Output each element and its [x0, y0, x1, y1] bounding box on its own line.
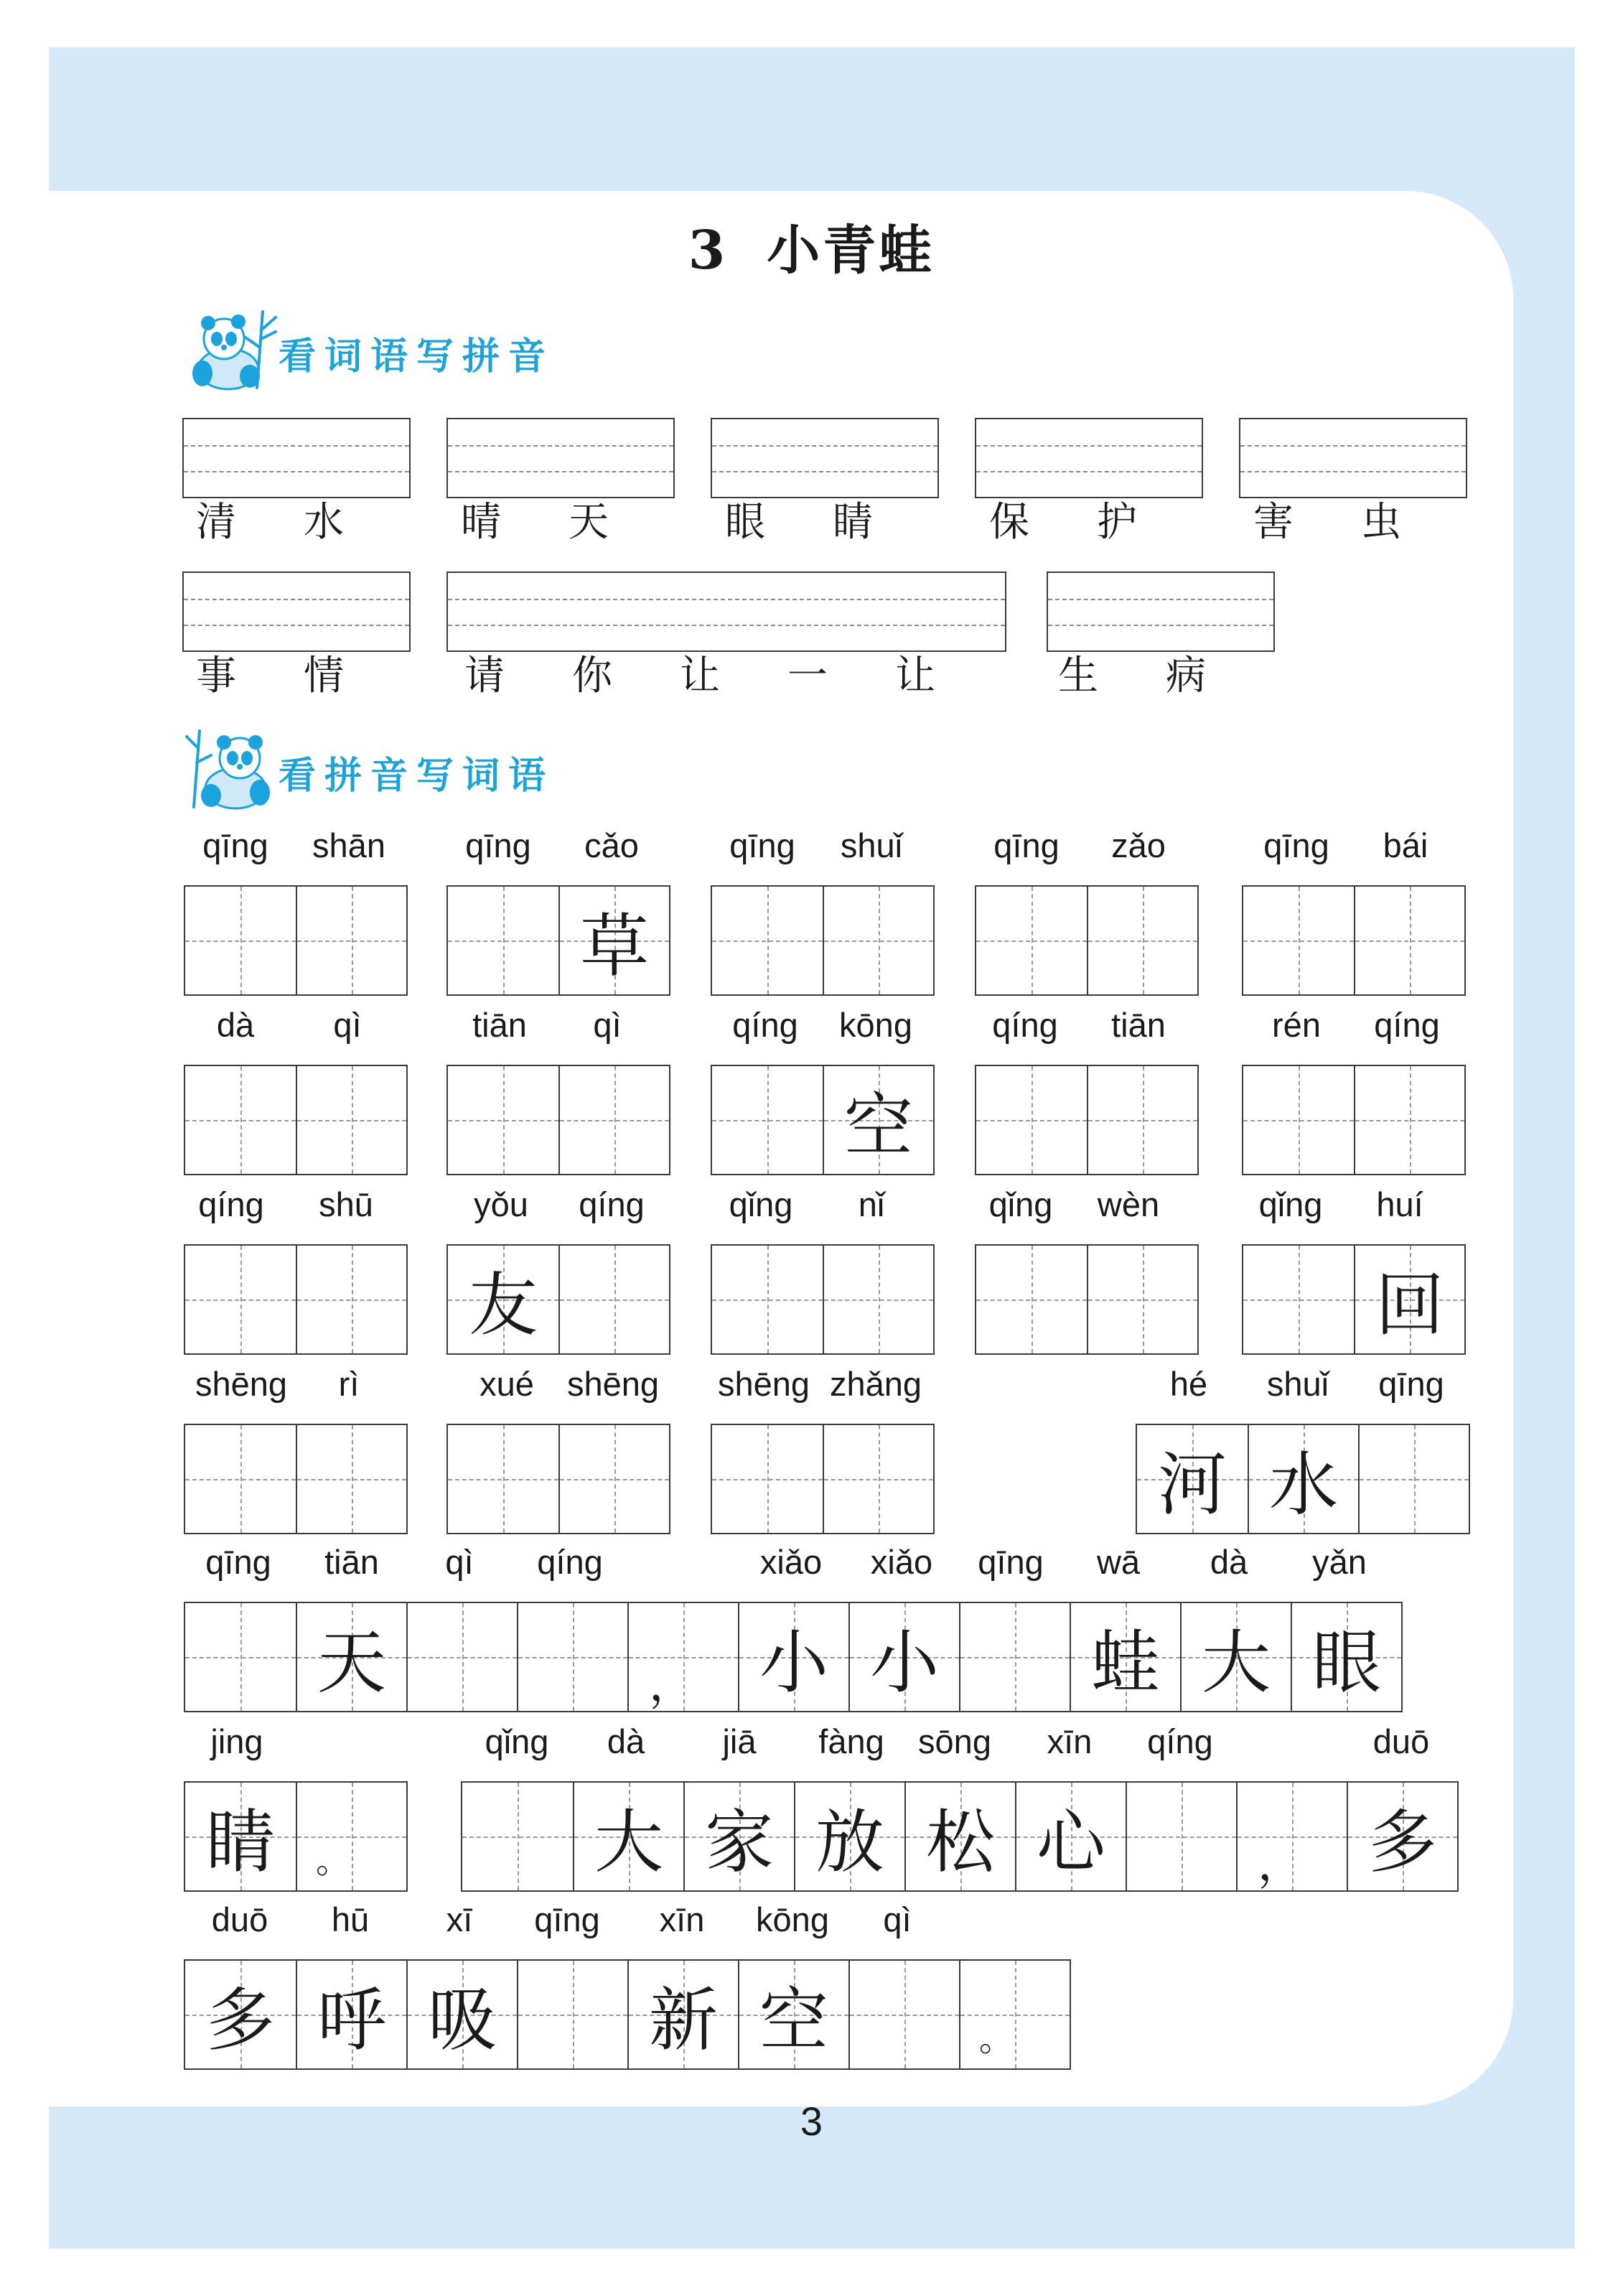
writing-grid — [446, 885, 670, 996]
blank-writing-cell[interactable] — [848, 1961, 959, 2068]
word-label — [0, 648, 1623, 705]
writing-grid — [711, 885, 935, 996]
section-heading-label: 看词语写拼音 — [279, 335, 555, 378]
writing-grid — [184, 1959, 1071, 2070]
pinyin-label: qǐng — [485, 1722, 549, 1760]
blank-writing-cell[interactable] — [1354, 887, 1464, 994]
writing-grid — [711, 1424, 935, 1534]
panda-icon — [185, 727, 279, 813]
word-character: 保 — [989, 499, 1029, 546]
blank-writing-cell[interactable] — [1087, 1246, 1197, 1353]
given-character-cell[interactable] — [794, 1783, 904, 1890]
given-character: 水 — [1269, 1444, 1338, 1525]
pinyin-label: dà — [607, 1722, 645, 1760]
pinyin-label: tiān — [324, 1543, 379, 1581]
blank-writing-cell[interactable] — [296, 1066, 406, 1174]
given-character-cell[interactable] — [1015, 1783, 1126, 1890]
pinyin-answer-box[interactable] — [446, 418, 675, 498]
pinyin-label: shuǐ — [1266, 1365, 1329, 1403]
pinyin-answer-box[interactable] — [1239, 418, 1467, 498]
given-character: 空 — [844, 1085, 913, 1166]
blank-writing-cell[interactable] — [976, 1246, 1087, 1353]
pinyin-label: zǎo — [1111, 826, 1166, 864]
writing-grid — [1242, 885, 1466, 996]
blank-writing-cell[interactable] — [712, 1246, 823, 1353]
given-character-cell[interactable] — [573, 1783, 683, 1890]
pinyin-label: qīng — [978, 1543, 1044, 1581]
given-character-cell[interactable] — [558, 887, 669, 994]
pinyin-label: xīn — [659, 1900, 705, 1938]
punctuation-mark: 。 — [316, 1841, 351, 1881]
pinyin-label: qīng — [729, 826, 795, 864]
given-character: 多 — [1368, 1801, 1437, 1882]
punctuation-cell[interactable] — [296, 1783, 406, 1890]
pinyin-label: dà — [216, 1006, 255, 1044]
given-character-cell[interactable] — [406, 1961, 517, 2068]
given-character-cell[interactable] — [296, 1961, 406, 2068]
blank-writing-cell[interactable] — [712, 887, 823, 994]
blank-writing-cell[interactable] — [296, 1246, 406, 1353]
blank-writing-cell[interactable] — [517, 1603, 627, 1711]
pinyin-label: qíng — [732, 1006, 798, 1044]
given-character: 天 — [317, 1622, 386, 1703]
section-heading-label: 看拼音写词语 — [279, 755, 555, 798]
punctuation-mark: ， — [1258, 1838, 1304, 1891]
given-character: 草 — [580, 905, 649, 986]
writing-grid — [184, 1602, 1403, 1712]
punctuation-cell[interactable] — [627, 1603, 738, 1711]
writing-grid — [184, 1781, 408, 1892]
word-character: 清 — [196, 499, 236, 546]
writing-grid — [711, 1244, 935, 1355]
pinyin-label: fàng — [818, 1722, 884, 1760]
given-character: 蛙 — [1091, 1622, 1160, 1703]
pinyin-label: dà — [1210, 1543, 1248, 1581]
pinyin-label: rì — [338, 1365, 360, 1403]
pinyin-label: qǐng — [729, 1185, 793, 1223]
blank-writing-cell[interactable] — [1243, 887, 1354, 994]
pinyin-label: qīng — [1263, 826, 1329, 864]
pinyin-label: xī — [446, 1900, 473, 1938]
given-character-cell[interactable] — [1070, 1603, 1180, 1711]
pinyin-label: qīng — [534, 1900, 600, 1938]
blank-writing-cell[interactable] — [185, 887, 296, 994]
blank-writing-cell[interactable] — [185, 1425, 296, 1533]
pinyin-label: jing — [210, 1722, 263, 1760]
writing-grid — [975, 1065, 1199, 1175]
given-character: 睛 — [206, 1801, 275, 1882]
writing-grid — [711, 1065, 935, 1175]
given-character: 小 — [759, 1622, 828, 1703]
given-character-cell[interactable] — [738, 1603, 848, 1711]
blank-writing-cell[interactable] — [959, 1603, 1070, 1711]
pinyin-label: hū — [331, 1900, 370, 1938]
given-character: 大 — [594, 1801, 663, 1882]
pinyin-label: qíng — [1374, 1006, 1440, 1044]
given-character: 心 — [1037, 1801, 1105, 1882]
blank-writing-cell[interactable] — [823, 887, 933, 994]
word-character: 害 — [1253, 499, 1294, 546]
pinyin-label: yǎn — [1312, 1543, 1367, 1581]
pinyin-answer-box[interactable] — [446, 571, 1006, 652]
blank-writing-cell[interactable] — [185, 1246, 296, 1353]
panda-icon — [185, 307, 279, 393]
word-character: 一 — [787, 653, 828, 699]
pinyin-label: xīn — [1047, 1722, 1093, 1760]
pinyin-label: cǎo — [584, 826, 639, 864]
given-character: 呼 — [317, 1979, 386, 2061]
given-character-cell[interactable] — [296, 1603, 406, 1711]
pinyin-label: wā — [1096, 1543, 1141, 1581]
given-character-cell[interactable] — [1354, 1246, 1464, 1353]
page-number: 3 — [800, 2099, 823, 2144]
writing-grid — [446, 1065, 670, 1175]
given-character: 吸 — [428, 1979, 497, 2061]
given-character-cell[interactable] — [848, 1603, 959, 1711]
pinyin-label: qīng — [1378, 1365, 1444, 1403]
pinyin-label: qì — [333, 1006, 362, 1044]
pinyin-label: nǐ — [858, 1185, 885, 1223]
pinyin-label: qíng — [992, 1006, 1058, 1044]
blank-writing-cell[interactable] — [823, 1425, 933, 1533]
blank-writing-cell[interactable] — [296, 1425, 406, 1533]
pinyin-answer-box[interactable] — [975, 418, 1203, 498]
blank-writing-cell[interactable] — [296, 887, 406, 994]
pinyin-label: duō — [1372, 1722, 1430, 1760]
pinyin-label: shān — [312, 826, 385, 864]
word-character: 让 — [895, 653, 935, 699]
pinyin-label: tiān — [1111, 1006, 1166, 1044]
given-character: 眼 — [1312, 1622, 1381, 1703]
pinyin-label: xiǎo — [759, 1543, 823, 1581]
pinyin-label: kōng — [756, 1900, 829, 1938]
given-character: 空 — [759, 1979, 828, 2061]
writing-grid — [1242, 1065, 1466, 1175]
blank-writing-cell[interactable] — [558, 1066, 669, 1174]
pinyin-label: qì — [883, 1900, 912, 1938]
blank-writing-cell[interactable] — [1126, 1783, 1236, 1890]
punctuation-cell[interactable] — [1236, 1783, 1347, 1890]
word-character: 生 — [1058, 653, 1098, 699]
word-character: 请 — [464, 653, 505, 699]
pinyin-label: qì — [593, 1006, 622, 1044]
punctuation-mark: 。 — [979, 2019, 1014, 2059]
given-character: 新 — [649, 1979, 718, 2061]
pinyin-label: xiǎo — [870, 1543, 933, 1581]
given-character: 河 — [1158, 1444, 1227, 1525]
pinyin-label: shēng — [717, 1365, 810, 1403]
pinyin-answer-box[interactable] — [711, 418, 939, 498]
blank-writing-cell[interactable] — [976, 1066, 1087, 1174]
blank-writing-cell[interactable] — [1243, 1246, 1354, 1353]
given-character: 回 — [1375, 1264, 1444, 1345]
pinyin-label: qīng — [465, 826, 531, 864]
writing-grid — [461, 1781, 1459, 1892]
writing-grid — [1242, 1244, 1466, 1355]
word-character: 情 — [304, 653, 344, 699]
pinyin-label: xué — [480, 1365, 534, 1403]
word-character: 睛 — [833, 499, 873, 546]
writing-grid — [184, 1244, 408, 1355]
blank-writing-cell[interactable] — [1087, 887, 1197, 994]
pinyin-answer-box[interactable] — [182, 571, 411, 652]
pinyin-label: shū — [319, 1185, 373, 1223]
given-character-cell[interactable] — [448, 1246, 558, 1353]
pinyin-label: qǐng — [1258, 1185, 1323, 1223]
pinyin-answer-box[interactable] — [182, 418, 411, 498]
word-character: 事 — [196, 653, 236, 699]
given-character-cell[interactable] — [1291, 1603, 1401, 1711]
writing-grid — [184, 885, 408, 996]
blank-writing-cell[interactable] — [185, 1603, 296, 1711]
word-character: 虫 — [1361, 499, 1401, 546]
lesson-title: 3 小青蛙 — [688, 220, 935, 281]
pinyin-label: shēng — [195, 1365, 288, 1403]
pinyin-label: hé — [1169, 1365, 1208, 1403]
blank-writing-cell[interactable] — [406, 1603, 517, 1711]
blank-writing-cell[interactable] — [448, 1066, 558, 1174]
given-character-cell[interactable] — [823, 1066, 933, 1174]
pinyin-label: qǐng — [988, 1185, 1053, 1223]
word-character: 天 — [569, 499, 609, 546]
blank-writing-cell[interactable] — [185, 1066, 296, 1174]
given-character-cell[interactable] — [185, 1783, 296, 1890]
writing-grid — [184, 1424, 408, 1534]
blank-writing-cell[interactable] — [558, 1425, 669, 1533]
given-character: 小 — [870, 1622, 939, 1703]
writing-grid — [1136, 1424, 1470, 1534]
blank-writing-cell[interactable] — [823, 1246, 933, 1353]
blank-writing-cell[interactable] — [448, 1425, 558, 1533]
pinyin-answer-box[interactable] — [1047, 571, 1275, 652]
punctuation-mark: ， — [649, 1658, 695, 1712]
pinyin-label: rén — [1272, 1006, 1321, 1044]
given-character: 大 — [1202, 1622, 1271, 1703]
pinyin-label: qīng — [205, 1543, 271, 1581]
word-character: 病 — [1166, 653, 1206, 699]
blank-writing-cell[interactable] — [712, 1425, 823, 1533]
blank-writing-cell[interactable] — [1243, 1066, 1354, 1174]
given-character-cell[interactable] — [1180, 1603, 1291, 1711]
pinyin-label: duō — [211, 1900, 268, 1938]
pinyin-label: yǒu — [474, 1185, 528, 1223]
blank-writing-cell[interactable] — [1358, 1425, 1469, 1533]
given-character-cell[interactable] — [185, 1961, 296, 2068]
given-character: 多 — [206, 1979, 275, 2061]
given-character-cell[interactable] — [1137, 1425, 1248, 1533]
pinyin-label: zhǎng — [829, 1365, 922, 1403]
pinyin-label: qíng — [198, 1185, 264, 1223]
pinyin-label: shēng — [566, 1365, 660, 1403]
pinyin-label: tiān — [472, 1006, 527, 1044]
writing-grid — [975, 1244, 1199, 1355]
pinyin-label: qíng — [1147, 1722, 1213, 1760]
writing-grid — [446, 1244, 670, 1355]
given-character: 友 — [469, 1264, 538, 1345]
given-character-cell[interactable] — [904, 1783, 1015, 1890]
pinyin-label: jiā — [722, 1722, 757, 1760]
given-character: 松 — [926, 1801, 995, 1882]
word-character: 眼 — [725, 499, 765, 546]
pinyin-label: bái — [1383, 826, 1428, 864]
writing-grid — [975, 885, 1199, 996]
pinyin-label: kōng — [839, 1006, 912, 1044]
pinyin-label: qīng — [993, 826, 1060, 864]
given-character-cell[interactable] — [738, 1961, 848, 2068]
writing-grid — [184, 1065, 408, 1175]
pinyin-label: qīng — [202, 826, 268, 864]
word-label — [0, 494, 1623, 551]
blank-writing-cell[interactable] — [462, 1783, 573, 1890]
writing-grid — [446, 1424, 670, 1534]
pinyin-label: qì — [445, 1543, 474, 1581]
word-character: 护 — [1097, 499, 1137, 546]
given-character-cell[interactable] — [683, 1783, 794, 1890]
given-character: 放 — [815, 1801, 884, 1882]
blank-writing-cell[interactable] — [558, 1246, 669, 1353]
word-character: 晴 — [461, 499, 501, 546]
blank-writing-cell[interactable] — [1354, 1066, 1464, 1174]
given-character: 家 — [705, 1801, 774, 1882]
blank-writing-cell[interactable] — [976, 887, 1087, 994]
blank-writing-cell[interactable] — [448, 887, 558, 994]
pinyin-label: shuǐ — [840, 826, 903, 864]
pinyin-label: huí — [1376, 1185, 1423, 1223]
blank-writing-cell[interactable] — [1087, 1066, 1197, 1174]
given-character-cell[interactable] — [1248, 1425, 1358, 1533]
given-character-cell[interactable] — [627, 1961, 738, 2068]
pinyin-label: sōng — [918, 1722, 991, 1760]
word-character: 水 — [304, 499, 344, 546]
punctuation-cell[interactable] — [959, 1961, 1070, 2068]
word-character: 让 — [680, 653, 720, 699]
pinyin-label: qíng — [537, 1543, 603, 1581]
blank-writing-cell[interactable] — [712, 1066, 823, 1174]
given-character-cell[interactable] — [1347, 1783, 1457, 1890]
blank-writing-cell[interactable] — [517, 1961, 627, 2068]
word-character: 你 — [572, 653, 612, 699]
pinyin-label: qíng — [579, 1185, 645, 1223]
pinyin-label: wèn — [1097, 1185, 1160, 1223]
